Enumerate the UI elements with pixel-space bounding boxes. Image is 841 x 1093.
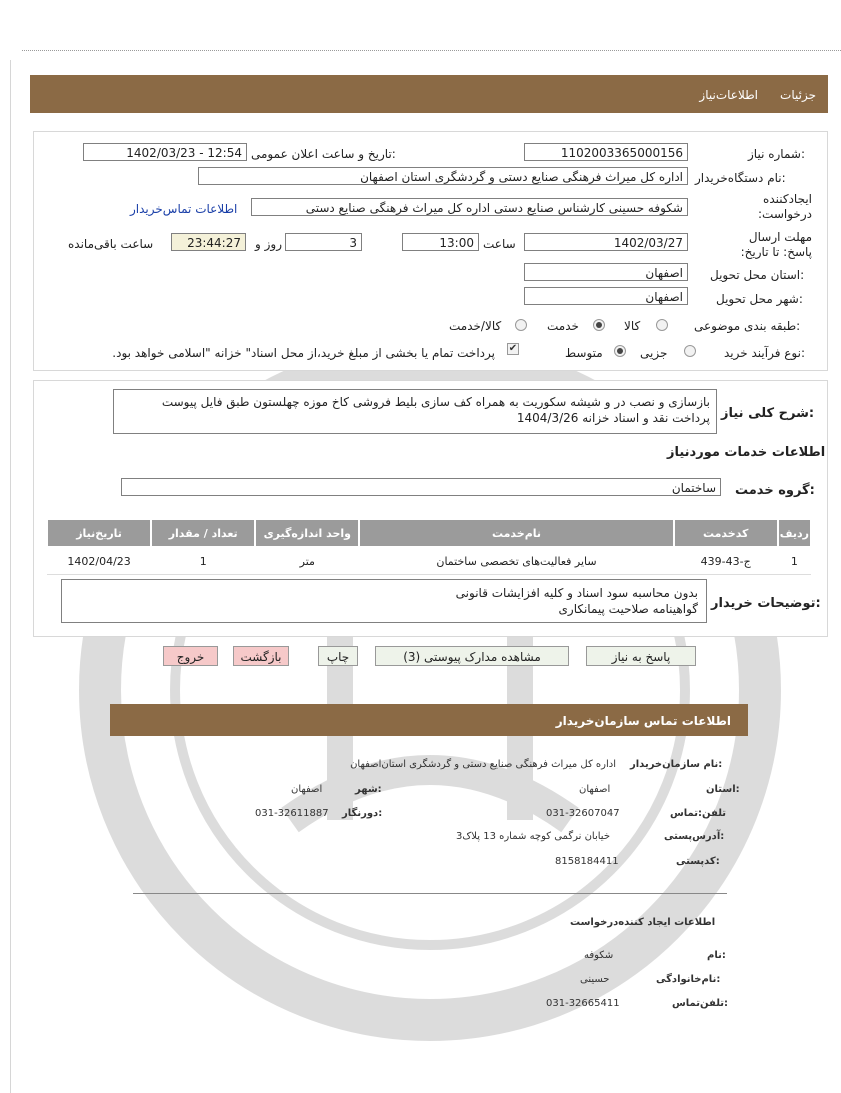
- need-number-label: شماره نیاز:: [748, 147, 806, 161]
- contact-city-label: شهر:: [355, 784, 382, 795]
- deadline-label: مهلت ارسال پاسخ: تا تاریخ:: [740, 230, 812, 259]
- description-label: شرح کلی نیاز:: [721, 406, 815, 421]
- contact-province-label: استان:: [706, 784, 740, 795]
- requester-info-title: اطلاعات ایجاد کننده‌درخواست: [570, 917, 716, 928]
- requester-family-value: حسینی: [580, 974, 610, 985]
- requester-name-label: نام:: [707, 950, 726, 961]
- top-divider: [22, 50, 841, 51]
- contact-title: اطلاعات تماس سازمان‌خریدار: [555, 714, 731, 728]
- cell-date: 1402/04/23: [47, 547, 151, 575]
- category-label: طبقه بندی موضوعی:: [694, 319, 801, 333]
- days-field: 3: [285, 233, 362, 251]
- contact-header-bar: [110, 704, 748, 736]
- announce-datetime-field: 1402/03/23 - 12:54: [83, 143, 247, 161]
- cell-unit: متر: [255, 547, 359, 575]
- buyer-notes-line-1: بدون محاسبه سود اسناد و کلیه افزایشات قانونی: [455, 586, 698, 600]
- cell-name: سایر فعالیت‌های تخصصی ساختمان: [359, 547, 673, 575]
- col-qty-header: تعداد / مقدار: [151, 519, 255, 547]
- category-goods-label: کالا: [624, 319, 641, 333]
- service-group-field: ساختمان: [121, 478, 721, 496]
- description-line-2: پرداخت نقد و اسناد خزانه 1404/3/26: [516, 411, 710, 425]
- services-header-row: [47, 519, 811, 547]
- contact-fax-value: 031-32611887: [255, 808, 329, 819]
- requester-field: شکوفه حسینی کارشناس صنایع دستی اداره کل میراث فرهنگی صنایع دستی: [251, 198, 688, 216]
- view-attachments-button[interactable]: مشاهده مدارک پیوستی (3): [375, 646, 569, 666]
- contact-address-label: آدرس‌پستی:: [664, 831, 725, 842]
- contact-phone-value: 031-32607047: [546, 808, 620, 819]
- cell-code: ج-43-439: [674, 547, 778, 575]
- contact-phone-label: تلفن:تماس: [670, 808, 727, 819]
- requester-phone-value: 031-32665411: [546, 998, 620, 1009]
- service-group-label: گروه خدمت:: [735, 483, 815, 498]
- category-goods-service-radio[interactable]: [515, 319, 527, 331]
- buyer-notes-line-2: گواهینامه صلاحیت پیمانکاری: [558, 602, 698, 616]
- treasury-payment-checkbox[interactable]: ✔: [508, 343, 518, 354]
- delivery-city-label: شهر محل تحویل:: [716, 292, 803, 306]
- buyer-notes-label: توضیحات خریدار:: [711, 596, 821, 611]
- requester-label: ایجادکننده درخواست:: [758, 192, 812, 221]
- left-border: [10, 60, 11, 1093]
- deadline-time-field: 13:00: [402, 233, 479, 251]
- cell-qty: 1: [151, 547, 255, 575]
- buyer-org-field: اداره کل میراث فرهنگی صنایع دستی و گردشگری استان اصفهان: [198, 167, 688, 185]
- announce-datetime-label: تاریخ و ساعت اعلان عمومی:: [251, 147, 396, 161]
- contact-address-value: خیابان نرگمی کوچه شماره 13 پلاک3: [455, 831, 610, 842]
- col-date-header: تاریخ‌نیاز: [47, 519, 151, 547]
- services-table: [46, 518, 812, 575]
- requester-phone-label: تلفن‌تماس:: [672, 998, 729, 1009]
- process-medium-label: متوسط: [565, 346, 603, 360]
- treasury-payment-note: پرداخت تمام یا بخشی از مبلغ خرید،از محل اسناد" خزانه "اسلامی خواهد بود.: [112, 346, 495, 360]
- category-goods-radio[interactable]: [656, 319, 668, 331]
- process-type-label: نوع فرآیند خرید:: [724, 346, 806, 360]
- buyer-contact-link[interactable]: اطلاعات تماس‌خریدار: [130, 202, 238, 216]
- contact-fax-label: دورنگار:: [342, 808, 383, 819]
- reply-button[interactable]: پاسخ به نیاز: [586, 646, 696, 666]
- col-name-header: نام‌خدمت: [359, 519, 673, 547]
- process-medium-radio[interactable]: [614, 345, 626, 357]
- description-line-1: بازسازی و نصب در و شیشه سکوریت به همراه کف سازی بلیط فروشی کاخ موزه چهلستون طبق فایل پیوست: [161, 395, 710, 409]
- deadline-time-label: ساعت: [483, 237, 516, 251]
- category-service-label: خدمت: [547, 319, 579, 333]
- days-label: روز و: [255, 237, 282, 251]
- header-bar: [30, 75, 828, 113]
- exit-button[interactable]: خروج: [163, 646, 218, 666]
- col-row-header: ردیف: [778, 519, 811, 547]
- contact-org-value: اداره کل میراث فرهنگی صنایع دستی و گردشگری استان‌اصفهان: [350, 759, 616, 770]
- remaining-time-field: 23:44:27: [171, 233, 246, 251]
- process-partial-radio[interactable]: [684, 345, 696, 357]
- contact-org-label: نام سازمان‌خریدار:: [630, 759, 723, 770]
- section-divider: [133, 893, 727, 894]
- col-code-header: کدخدمت: [674, 519, 778, 547]
- contact-postal-label: کدپستی:: [676, 856, 720, 867]
- buyer-notes-box: [61, 579, 707, 623]
- requester-family-label: نام‌خانوادگی:: [656, 974, 721, 985]
- back-button[interactable]: بازگشت: [233, 646, 289, 666]
- remaining-time-label: ساعت باقی‌مانده: [68, 237, 154, 251]
- tab-need-info[interactable]: اطلاعات‌نیاز: [699, 88, 758, 102]
- tab-details[interactable]: جزئیات: [780, 88, 816, 102]
- deadline-date-field: 1402/03/27: [524, 233, 688, 251]
- category-service-radio[interactable]: [593, 319, 605, 331]
- delivery-province-field: اصفهان: [524, 263, 688, 281]
- delivery-city-field: اصفهان: [524, 287, 688, 305]
- contact-province-value: اصفهان: [579, 784, 611, 795]
- process-partial-label: جزیی: [640, 346, 668, 360]
- col-unit-header: واحد اندازه‌گیری: [255, 519, 359, 547]
- category-goods-service-label: کالا/خدمت: [449, 319, 502, 333]
- delivery-province-label: استان محل تحویل:: [710, 268, 805, 282]
- buyer-org-label: نام دستگاه‌خریدار:: [695, 171, 786, 185]
- need-number-field: 1102003365000156: [524, 143, 688, 161]
- description-box: [113, 389, 717, 434]
- cell-row: 1: [778, 547, 811, 575]
- contact-city-value: اصفهان: [291, 784, 323, 795]
- services-title: اطلاعات خدمات مورد‌نیاز: [667, 445, 826, 460]
- table-row: [47, 547, 811, 575]
- requester-name-value: شکوفه: [584, 950, 614, 961]
- contact-postal-value: 8158184411: [555, 856, 619, 867]
- print-button[interactable]: چاپ: [318, 646, 358, 666]
